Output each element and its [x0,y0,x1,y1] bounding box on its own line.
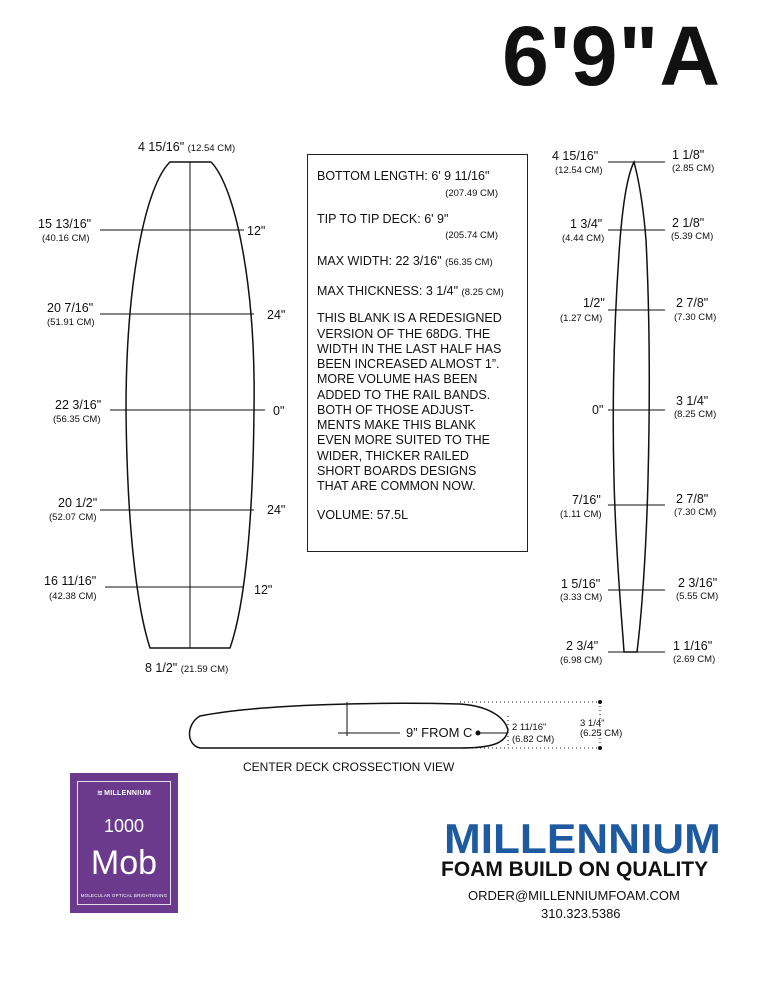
max-width: MAX WIDTH: 22 3/16" (56.35 CM) [317,254,493,268]
station-1: 12" [247,224,266,238]
width-1-in: 15 13/16" [38,217,92,231]
rocker-7-cm: (6.98 CM) [560,655,603,666]
rocker-2-in: 1 3/4" [570,217,603,231]
station-2: 24" [267,308,286,322]
mob-badge-frame [77,781,171,905]
width-2-cm: (51.91 CM) [47,317,95,328]
mob-badge [70,773,178,913]
thickness-1-in: 1 1/8" [672,148,705,162]
crossection-from-center: 9” FROM C [406,725,473,740]
mob-number: 1000 [103,816,145,836]
rocker-2-cm: (4.44 CM) [562,233,605,244]
width-4-cm: (52.07 CM) [49,512,97,523]
width-4-in: 20 1/2" [58,496,98,510]
rocker-1-cm: (12.54 CM) [555,165,603,176]
thickness-7-in: 1 1/16" [673,639,713,653]
rocker-3-cm: (1.27 CM) [560,313,603,324]
crossection-dot-bottom [598,746,602,750]
brand-tagline: FOAM BUILD ON QUALITY [441,858,709,881]
crossection-label: CENTER DECK CROSSECTION VIEW [243,760,455,774]
volume: VOLUME: 57.5L [317,508,409,523]
thickness-3-cm: (7.30 CM) [674,312,717,323]
mob-tagline: MOLECULAR OPTICAL BRIGHTENING [80,893,168,898]
rocker-7-in: 2 3/4" [566,639,599,653]
max-thickness: MAX THICKNESS: 3 1/4" (8.25 CM) [317,283,504,298]
bottom-length-cm: (207.49 CM) [445,187,498,199]
thickness-2-cm: (5.39 CM) [671,231,714,242]
width-1-cm: (40.16 CM) [42,233,90,244]
rocker-4-in: 0" [592,403,604,417]
rocker-5-in: 7/16" [572,493,601,507]
crossection-dot [476,731,481,736]
width-3-cm: (56.35 CM) [53,414,101,425]
crossection-rail-cm: (6.82 CM) [512,734,555,745]
thickness-5-in: 2 7/8" [676,492,709,506]
station-5: 12" [254,583,273,597]
crossection-center-cm: (6.25 CM) [580,728,623,739]
contact-email[interactable]: ORDER@MILLENNIUMFOAM.COM [468,888,680,903]
thickness-7-cm: (2.69 CM) [673,654,716,665]
width-5-in: 16 11/16" [44,574,97,588]
crossection-dot-right [598,700,602,704]
width-5-cm: (42.38 CM) [49,591,97,602]
thickness-4-cm: (8.25 CM) [674,409,717,420]
tail-width: 8 1/2" (21.59 CM) [145,661,229,675]
thickness-4-in: 3 1/4" [676,394,709,408]
tip-to-tip: TIP TO TIP DECK: 6' 9" [317,211,449,226]
thickness-6-cm: (5.55 CM) [676,591,719,602]
crossection-rail-in: 2 11/16" [512,722,547,733]
rocker-1-in: 4 15/16" [552,149,599,163]
width-2-in: 20 7/16" [47,301,94,315]
mob-name: Mob [90,844,158,882]
profile-outline [613,162,649,652]
rocker-6-in: 1 5/16" [561,577,601,591]
thickness-5-cm: (7.30 CM) [674,507,717,518]
bottom-length: BOTTOM LENGTH: 6' 9 11/16" [317,169,490,183]
station-3: 0" [273,404,285,418]
spec-box [307,154,528,552]
thickness-1-cm: (2.85 CM) [672,163,715,174]
brand-logo-text: MILLENNIUM [444,815,721,862]
rocker-3-in: 1/2" [583,296,605,310]
mob-logo-icon: ≋ [96,790,102,797]
thickness-2-in: 2 1/8" [672,216,705,230]
width-3-in: 22 3/16" [55,398,102,412]
blank-description: THIS BLANK IS A REDESIGNED VERSION OF THE 68DG. THE WIDTH IN THE LAST HALF HAS BEEN INCREASED ALMOST 1”. MORE VOLUME HAS BEEN ADDED TO THE RAIL BANDS. BOTH OF THOSE ADJUST- MENTS MAKE THIS BLANK EVEN MORE SUITED TO THE WIDER, THICKER RAILED SHORT BOARDS DESIGNS THAT ARE COMMON NOW. [317,311,502,493]
rocker-6-cm: (3.33 CM) [560,592,603,603]
crossection-center-in: 3 1/4" [580,718,605,729]
station-4: 24" [267,503,286,517]
nose-width: 4 15/16" (12.54 CM) [138,140,236,154]
page-title: 6'9"A [502,9,721,103]
rocker-5-cm: (1.11 CM) [560,509,602,520]
tip-to-tip-cm: (205.74 CM) [445,230,498,242]
thickness-3-in: 2 7/8" [676,296,709,310]
mob-brand: ≋ MILLENNIUM [96,790,152,797]
thickness-6-in: 2 3/16" [678,576,718,590]
contact-phone: 310.323.5386 [541,906,621,921]
